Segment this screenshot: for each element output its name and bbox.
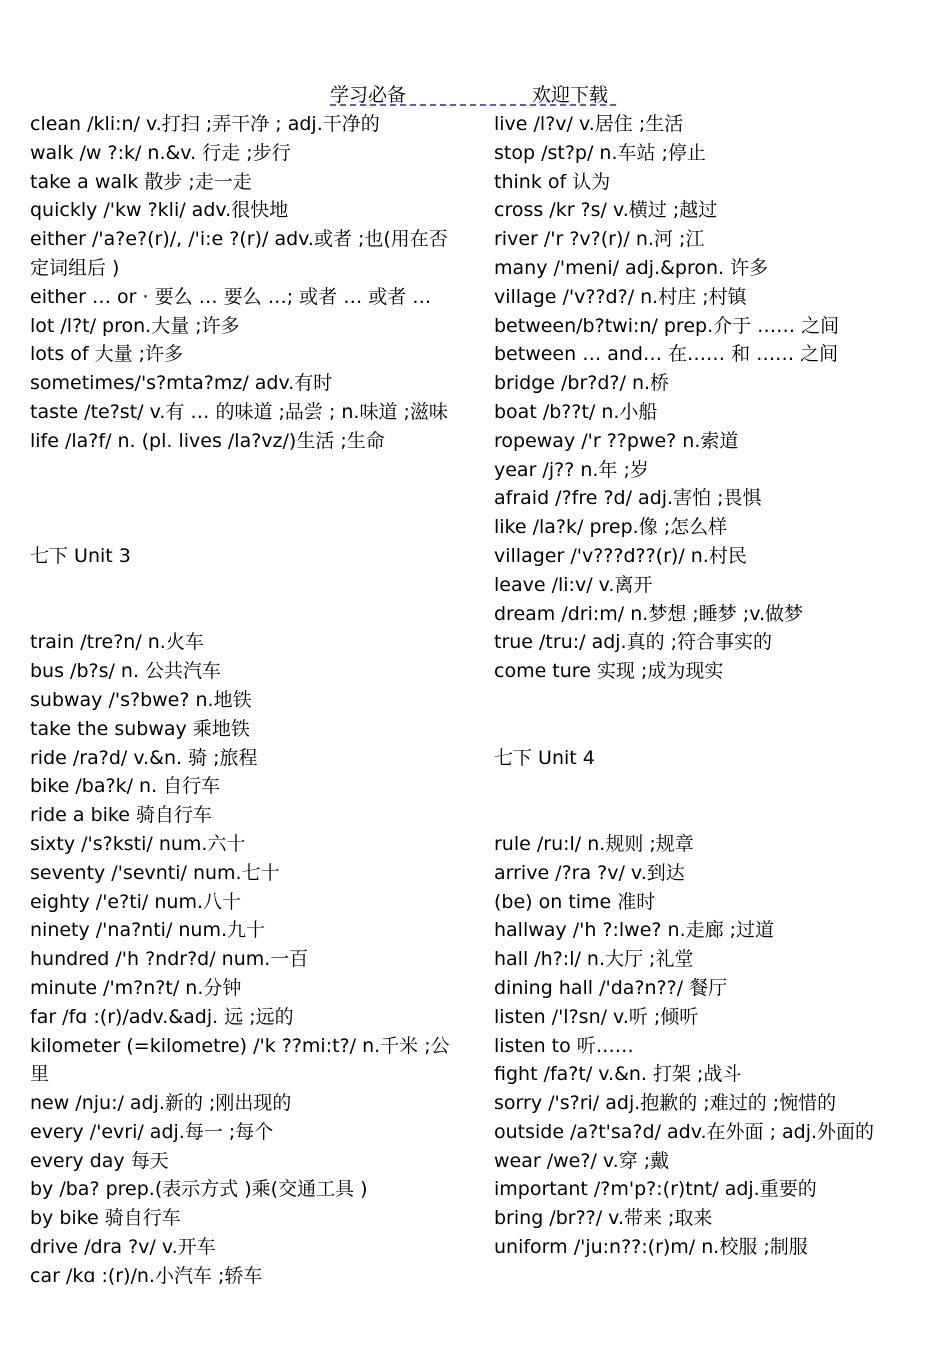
vocab-entry: kilometer (=kilometre) /'k ??mi:t?/ n.千米 ;公里 <box>30 1034 450 1086</box>
vocab-entry: by bike 骑自行车 <box>30 1207 181 1230</box>
vocab-entry: listen to 听…… <box>494 1034 634 1057</box>
vocab-entry: stop /st?p/ n.车站 ;停止 <box>494 141 706 164</box>
vocab-entry: subway /'s?bwe? n.地铁 <box>30 688 252 711</box>
vocab-entry: quickly /'kw ?kli/ adv.很快地 <box>30 199 289 222</box>
vocab-entry: far /fɑ :(r)/adv.&adj. 远 ;远的 <box>30 1005 294 1028</box>
vocab-entry: afraid /?fre ?d/ adj.害怕 ;畏惧 <box>494 487 762 510</box>
vocab-entry: sometimes/'s?mta?mz/ adv.有时 <box>30 372 333 395</box>
vocab-entry: clean /kli:n/ v.打扫 ;弄干净 ; adj.干净的 <box>30 113 380 135</box>
vocab-entry: life /la?f/ n. (pl. lives /la?vz/)生活 ;生命 <box>30 429 385 452</box>
vocab-entry: sixty /'s?ksti/ num.六十 <box>30 832 246 855</box>
vocab-entry: dining hall /'da?n??/ 餐厅 <box>494 976 728 999</box>
vocab-entry: villager /'v???d??(r)/ n.村民 <box>494 544 747 567</box>
vocab-entry: listen /'l?sn/ v.听 ;倾听 <box>494 1005 699 1028</box>
vocab-entry: bring /br??/ v.带来 ;取来 <box>494 1207 713 1230</box>
blank-line <box>30 484 460 513</box>
vocab-entry: like /la?k/ prep.像 ;怎么样 <box>494 516 728 539</box>
blank-line <box>30 456 460 485</box>
vocab-entry: fight /fa?t/ v.&n. 打架 ;战斗 <box>494 1063 742 1086</box>
header-divider <box>330 104 616 106</box>
vocab-entry: hallway /'h ?:lwe? n.走廊 ;过道 <box>494 919 775 942</box>
vocab-entry: rule /ru:l/ n.规则 ;规章 <box>494 832 694 855</box>
vocab-entry: ropeway /'r ??pwe? n.索道 <box>494 429 739 452</box>
vocab-entry: car /kɑ :(r)/n.小汽车 ;轿车 <box>30 1264 263 1287</box>
vocab-entry: sorry /'s?ri/ adj.抱歉的 ;难过的 ;惋惜的 <box>494 1092 837 1115</box>
vocab-entry: live /l?v/ v.居住 ;生活 <box>494 113 684 135</box>
vocab-entry: drive /dra ?v/ v.开车 <box>30 1236 216 1259</box>
blank-line <box>30 571 460 600</box>
vocab-entry: come ture 实现 ;成为现实 <box>494 660 724 683</box>
blank-line <box>30 513 460 542</box>
vocab-entry: cross /kr ?s/ v.横过 ;越过 <box>494 199 718 222</box>
vocab-entry: think of 认为 <box>494 170 611 193</box>
vocab-entry: many /'meni/ adj.&pron. 许多 <box>494 256 769 279</box>
vocab-entry: river /'r ?v?(r)/ n.河 ;江 <box>494 228 705 251</box>
vocab-entry: new /nju:/ adj.新的 ;刚出现的 <box>30 1092 292 1115</box>
blank-line <box>30 600 460 629</box>
vocab-entry: seventy /'sevnti/ num.七十 <box>30 861 280 884</box>
blank-line <box>494 715 934 744</box>
vocab-entry: leave /li:v/ v.离开 <box>494 573 653 596</box>
vocab-entry: walk /w ?:k/ n.&v. 行走 ;步行 <box>30 141 291 164</box>
vocab-entry: year /j?? n.年 ;岁 <box>494 458 649 481</box>
vocab-entry: every /'evri/ adj.每一 ;每个 <box>30 1120 274 1143</box>
header-right-text: 欢迎下载 <box>532 84 609 106</box>
vocab-entry: between/b?twi:n/ prep.介于 …… 之间 <box>494 314 840 337</box>
vocab-entry: ride a bike 骑自行车 <box>30 804 212 827</box>
blank-line <box>494 686 934 715</box>
vocab-entry: important /?m'p?:(r)tnt/ adj.重要的 <box>494 1178 817 1201</box>
right-column <box>494 110 934 1262</box>
vocab-entry: true /tru:/ adj.真的 ;符合事实的 <box>494 631 773 654</box>
vocab-entry: take the subway 乘地铁 <box>30 717 250 740</box>
vocab-entry: eighty /'e?ti/ num.八十 <box>30 890 242 913</box>
vocab-entry: every day 每天 <box>30 1149 169 1172</box>
vocab-entry: ninety /'na?nti/ num.九十 <box>30 919 266 942</box>
vocab-entry: bike /ba?k/ n. 自行车 <box>30 775 221 798</box>
vocab-entry: bridge /br?d?/ n.桥 <box>494 372 670 395</box>
vocab-entry: between … and… 在…… 和 …… 之间 <box>494 343 839 366</box>
vocab-entry: minute /'m?n?t/ n.分钟 <box>30 976 242 999</box>
vocab-entry: lots of 大量 ;许多 <box>30 343 184 366</box>
header-left-text: 学习必备 <box>330 84 407 106</box>
blank-line <box>494 801 934 830</box>
vocab-entry: train /tre?n/ n.火车 <box>30 631 204 654</box>
vocab-entry: ride /ra?d/ v.&n. 骑 ;旅程 <box>30 746 258 769</box>
vocab-entry: hall /h?:l/ n.大厅 ;礼堂 <box>494 948 694 971</box>
left-column <box>30 110 460 1291</box>
vocab-entry: take a walk 散步 ;走一走 <box>30 170 252 193</box>
vocab-entry: arrive /?ra ?v/ v.到达 <box>494 861 685 884</box>
vocab-entry: village /'v??d?/ n.村庄 ;村镇 <box>494 285 747 308</box>
blank-line <box>494 772 934 801</box>
unit-heading: 七下 Unit 4 <box>494 746 595 769</box>
vocab-entry: wear /we?/ v.穿 ;戴 <box>494 1149 670 1172</box>
vocab-entry: lot /l?t/ pron.大量 ;许多 <box>30 314 240 337</box>
vocab-entry: hundred /'h ?ndr?d/ num.一百 <box>30 948 309 971</box>
vocab-entry: by /ba? prep.(表示方式 )乘(交通工具 ) <box>30 1178 368 1201</box>
vocab-entry: dream /dri:m/ n.梦想 ;睡梦 ;v.做梦 <box>494 602 804 625</box>
vocab-entry: bus /b?s/ n. 公共汽车 <box>30 660 222 683</box>
vocab-entry: outside /a?t'sa?d/ adv.在外面 ; adj.外面的 <box>494 1120 875 1143</box>
vocab-entry: either /'a?e?(r)/, /'i:e ?(r)/ adv.或者 ;也(用在否定词组后 ) <box>30 228 448 279</box>
vocab-entry: either … or · 要么 … 要么 …; 或者 … 或者 … <box>30 285 432 308</box>
vocab-entry: (be) on time 准时 <box>494 890 656 913</box>
vocab-entry: boat /b??t/ n.小船 <box>494 400 658 423</box>
vocab-entry: uniform /'ju:n??:(r)m/ n.校服 ;制服 <box>494 1236 808 1259</box>
page-header <box>0 80 950 108</box>
unit-heading: 七下 Unit 3 <box>30 544 131 567</box>
vocab-entry: taste /te?st/ v.有 … 的味道 ;品尝 ; n.味道 ;滋味 <box>30 400 448 423</box>
